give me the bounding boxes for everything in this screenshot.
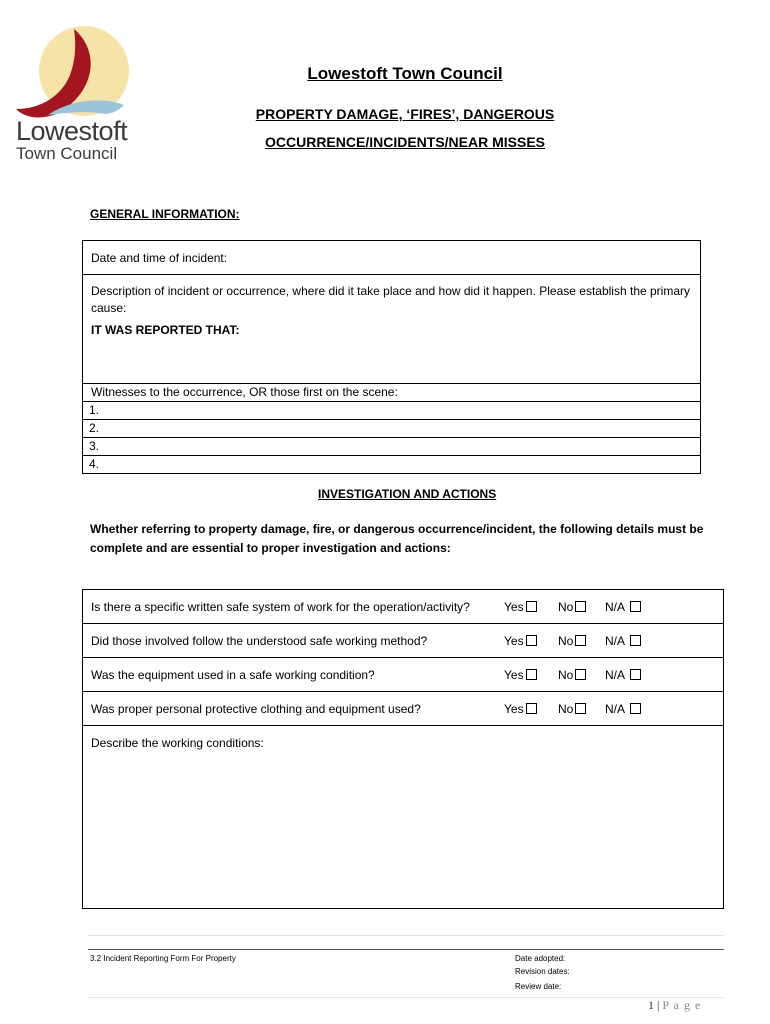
checkbox-icon: [526, 703, 537, 714]
form-title-line1: PROPERTY DAMAGE, ‘FIRES’, DANGEROUS: [255, 106, 555, 122]
yes-option[interactable]: [504, 668, 537, 682]
checkbox-icon: [526, 669, 537, 680]
na-label: N/A: [605, 702, 625, 716]
witness-number: 1.: [89, 403, 100, 417]
witness-row-3[interactable]: [83, 438, 701, 456]
logo-text-lowestoft: Lowestoft: [16, 116, 128, 146]
yes-label: Yes: [504, 600, 524, 614]
description-label: Description of incident or occurrence, where did it take place and how did it happen. Please establish the primary cause:: [91, 284, 690, 315]
logo-text-town-council: Town Council: [16, 144, 118, 163]
na-option[interactable]: [605, 668, 641, 682]
no-option[interactable]: [558, 600, 586, 614]
page-number-value: 1: [648, 998, 654, 1012]
checkbox-icon: [630, 703, 641, 714]
checkbox-icon: [630, 669, 641, 680]
checkbox-icon: [526, 635, 537, 646]
checkbox-icon: [575, 635, 586, 646]
no-option[interactable]: [558, 702, 586, 716]
no-option[interactable]: [558, 668, 586, 682]
na-option[interactable]: [605, 600, 641, 614]
footer-divider-bottom: [88, 997, 724, 998]
na-label: N/A: [605, 668, 625, 682]
checkbox-icon: [575, 703, 586, 714]
working-conditions-label: Describe the working conditions:: [91, 736, 264, 750]
na-label: N/A: [605, 600, 625, 614]
question-text: Did those involved follow the understood safe working method?: [91, 633, 428, 648]
question-row-1: [83, 590, 724, 624]
checkbox-icon: [630, 601, 641, 612]
yes-label: Yes: [504, 634, 524, 648]
investigation-intro: Whether referring to property damage, fire, or dangerous occurrence/incident, the following details must be complete and are essential to proper investigation and actions:: [90, 522, 704, 555]
witness-number: 2.: [89, 421, 100, 435]
checkbox-icon: [630, 635, 641, 646]
footer-document-name: 3.2 Incident Reporting Form For Property: [90, 954, 236, 963]
yes-label: Yes: [504, 668, 524, 682]
footer-revision-dates: Revision dates:: [515, 967, 570, 976]
question-row-4: [83, 692, 724, 726]
date-time-field[interactable]: [83, 241, 701, 275]
no-label: No: [558, 702, 574, 716]
no-label: No: [558, 600, 574, 614]
na-option[interactable]: [605, 702, 641, 716]
general-info-heading: GENERAL INFORMATION:: [90, 207, 240, 221]
no-label: No: [558, 634, 574, 648]
question-row-2: [83, 624, 724, 658]
witness-number: 3.: [89, 439, 100, 453]
na-option[interactable]: [605, 634, 641, 648]
witnesses-label: Witnesses to the occurrence, OR those first on the scene:: [91, 385, 398, 399]
general-info-table: [82, 240, 701, 474]
page-number: 1 | P a g e: [648, 998, 702, 1012]
na-label: N/A: [605, 634, 625, 648]
footer-date-adopted: Date adopted:: [515, 954, 566, 963]
question-text: Was the equipment used in a safe working condition?: [91, 667, 375, 682]
page-title: Lowestoft Town Council: [307, 64, 503, 83]
question-row-3: [83, 658, 724, 692]
footer-divider-top: [88, 935, 724, 936]
footer-review-date: Review date:: [515, 982, 562, 991]
checkbox-icon: [575, 601, 586, 612]
witness-row-2[interactable]: [83, 420, 701, 438]
yes-label: Yes: [504, 702, 524, 716]
reported-label: IT WAS REPORTED THAT:: [91, 323, 240, 337]
checkbox-icon: [526, 601, 537, 612]
no-label: No: [558, 668, 574, 682]
question-text: Is there a specific written safe system of work for the operation/activity?: [91, 599, 470, 614]
investigation-heading: INVESTIGATION AND ACTIONS: [318, 487, 497, 501]
witness-number: 4.: [89, 457, 100, 471]
yes-option[interactable]: [504, 634, 537, 648]
page-label: P a g e: [662, 998, 702, 1012]
description-field[interactable]: [83, 275, 701, 384]
form-title-line2: OCCURRENCE/INCIDENTS/NEAR MISSES: [264, 134, 546, 150]
no-option[interactable]: [558, 634, 586, 648]
footer-divider: [88, 949, 724, 950]
witnesses-header-row: [83, 384, 701, 402]
yes-option[interactable]: [504, 600, 537, 614]
working-conditions-field[interactable]: [83, 726, 724, 909]
witness-row-1[interactable]: [83, 402, 701, 420]
investigation-table: [82, 589, 724, 909]
checkbox-icon: [575, 669, 586, 680]
witness-row-4[interactable]: [83, 456, 701, 474]
date-time-label: Date and time of incident:: [91, 250, 228, 265]
yes-option[interactable]: [504, 702, 537, 716]
question-text: Was proper personal protective clothing and equipment used?: [91, 701, 421, 716]
